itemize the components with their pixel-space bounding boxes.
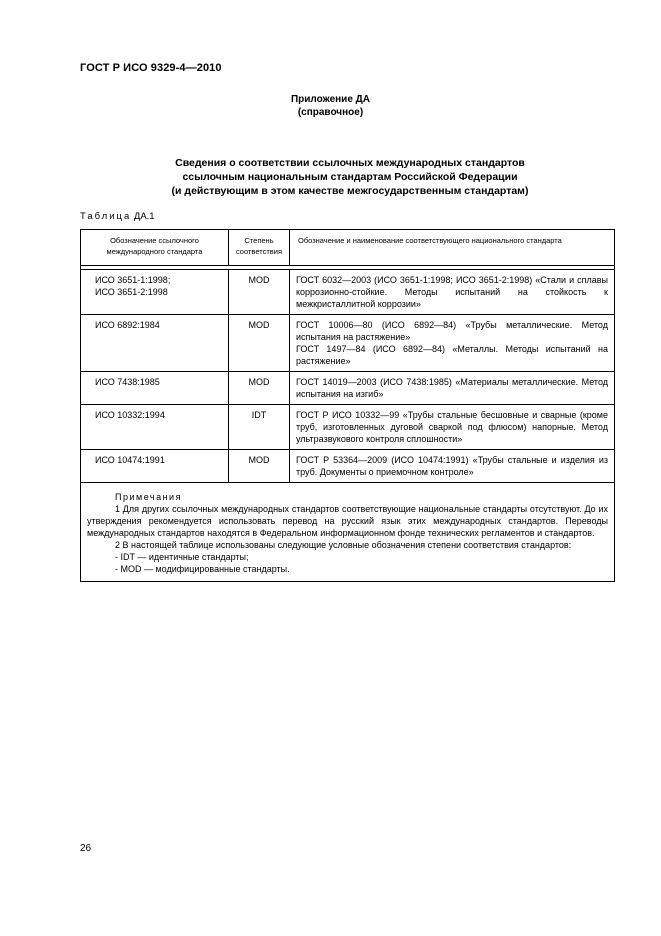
table-caption-word: Таблица [80,211,132,222]
note-item-idt: - IDT — идентичные стандарты; [115,552,249,562]
document-code: ГОСТ Р ИСО 9329-4—2010 [80,62,222,74]
cell-national-standard: ГОСТ Р 53364—2009 (ИСО 10474:1991) «Трубы стальные и изделия из труб. Документы о приемочном контроле» [290,450,615,483]
appendix-heading [0,93,661,119]
appendix-title: Приложение ДА [290,94,371,105]
appendix-main-title [100,156,600,198]
cell-international-ref: ИСО 10474:1991 [81,450,229,483]
cell-national-standard: ГОСТ 10006—80 (ИСО 6892—84) «Трубы металлические. Метод испытания на растяжение» ГОСТ 1497—84 (ИСО 6892—84) «Металлы. Методы испытаний на растяжение» [290,315,615,372]
table-row [81,372,615,405]
table-notes [81,483,615,582]
cell-degree: MOD [229,450,290,483]
table-row [81,270,615,315]
cell-national-standard: ГОСТ 6032—2003 (ИСО 3651-1:1998; ИСО 3651-2:1998) «Стали и сплавы коррозионно-стойкие. Методы испытаний на стойкость к межкристаллитной коррозии» [290,270,615,315]
header-degree: Степень соответствия [229,230,290,266]
cell-degree: MOD [229,372,290,405]
table-header-row [81,230,615,266]
correspondence-table [80,229,615,582]
cell-international-ref: ИСО 7438:1985 [81,372,229,405]
note-1: 1 Для других ссылочных международных стандартов соответствующие национальные стандарты отсутствуют. До их утверждения рекомендуется использовать перевод на русский язык этих международных стандартов. Переводы международных стандартов находятся в Федеральном информационном фонде технических регламентов и стандартов. [87,504,608,538]
title-line-1: Сведения о соответствии ссылочных международных стандартов [175,157,525,169]
cell-degree: IDT [229,405,290,450]
cell-national-standard: ГОСТ 14019—2003 (ИСО 7438:1985) «Материалы металлические. Метод испытания на изгиб» [290,372,615,405]
table-row [81,450,615,483]
title-line-3: (и действующим в этом качестве межгосударственным стандартам) [171,185,529,197]
table-row [81,315,615,372]
cell-national-standard: ГОСТ Р ИСО 10332—99 «Трубы стальные бесшовные и сварные (кроме труб, изготовленных дуговой сваркой под флюсом) напорные. Метод ультразвукового контроля сплошности» [290,405,615,450]
page-number: 26 [80,843,92,854]
header-national-standard: Обозначение и наименование соответствующего национального стандарта [290,230,615,266]
cell-international-ref: ИСО 6892:1984 [81,315,229,372]
cell-international-ref: ИСО 10332:1994 [81,405,229,450]
notes-title: Примечания [115,492,182,502]
header-international-standard: Обозначение ссылочного международного стандарта [81,230,229,266]
appendix-subtitle: (справочное) [297,107,364,118]
note-item-mod: - MOD — модифицированные стандарты. [115,564,290,574]
table-caption-number: ДА.1 [133,211,155,222]
cell-degree: MOD [229,315,290,372]
note-2: 2 В настоящей таблице использованы следующие условные обозначения степени соответствия стандартов: [115,540,572,550]
cell-degree: MOD [229,270,290,315]
table-row [81,405,615,450]
notes-row [81,483,615,582]
title-line-2: ссылочным национальным стандартам Российской Федерации [182,171,518,183]
cell-international-ref: ИСО 3651-1:1998; ИСО 3651-2:1998 [81,270,229,315]
table-caption [80,211,155,222]
